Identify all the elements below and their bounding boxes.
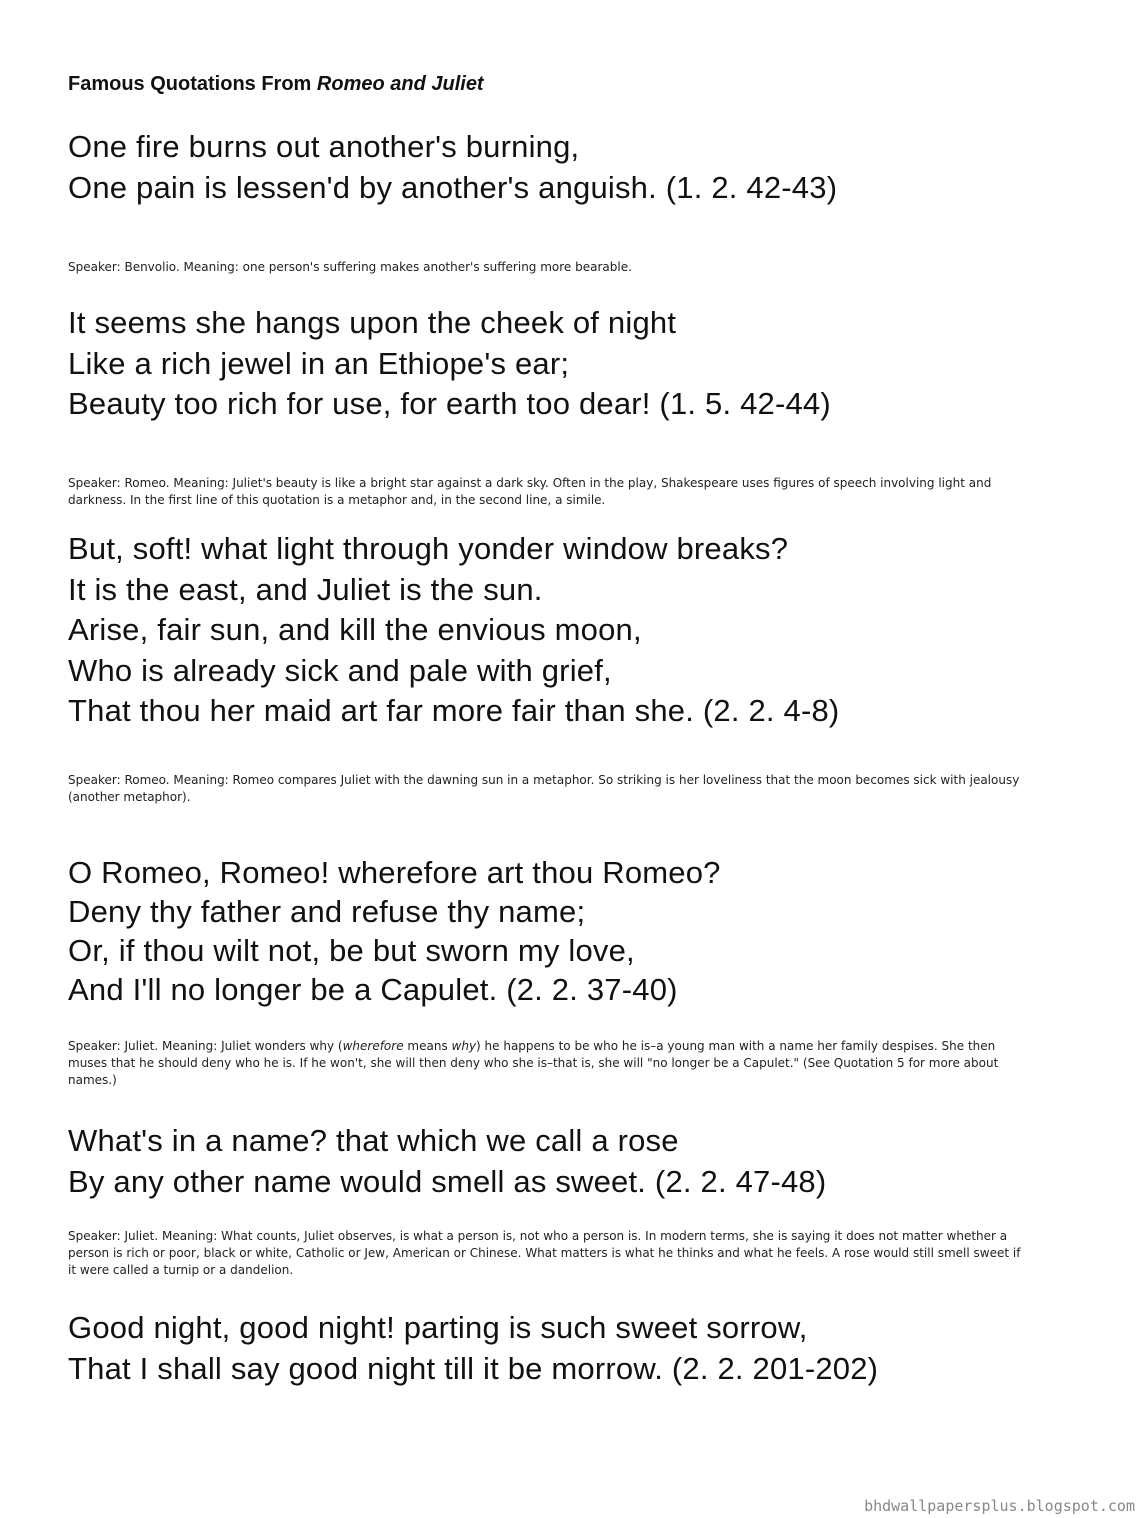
quote-line: One pain is lessen'd by another's anguish. (1. 2. 42-43)	[68, 169, 838, 205]
page-title	[68, 73, 484, 96]
title-prefix: Famous Quotations From	[68, 73, 317, 95]
quotation-note: Speaker: Juliet. Meaning: What counts, Juliet observes, is what a person is, not who a person is. In modern terms, she is saying it does not matter whether a person is rich or poor, black or white, Catholic or Jew, American or Chinese. What matters is what he thinks and what he feels. A rose would still smell sweet if it were called a turnip or a dandelion.	[68, 1228, 1021, 1277]
quote-line: But, soft! what light through yonder window breaks?	[68, 531, 789, 566]
watermark: bhdwallpapersplus.blogspot.com	[864, 1497, 1135, 1515]
quote-line: That I shall say good night till it be morrow. (2. 2. 201-202)	[68, 1350, 879, 1386]
note-italic: wherefore	[342, 1038, 404, 1053]
quote-line: Who is already sick and pale with grief,	[68, 652, 612, 688]
quote-line: That thou her maid art far more fair than she. (2. 2. 4-8)	[68, 693, 840, 728]
quote-line: And I'll no longer be a Capulet. (2. 2. 37-40)	[68, 972, 678, 1007]
quotation-5	[68, 1121, 826, 1202]
quote-line: By any other name would smell as sweet. (2. 2. 47-48)	[68, 1163, 827, 1199]
quote-line: Arise, fair sun, and kill the envious moon,	[68, 612, 642, 647]
note-text: means	[403, 1038, 452, 1053]
quote-line: One fire burns out another's burning,	[68, 129, 580, 164]
quotation-note: Speaker: Benvolio. Meaning: one person's suffering makes another's suffering more bearable.	[68, 259, 632, 274]
quotation-2	[68, 303, 831, 425]
quote-line: Or, if thou wilt not, be but sworn my love,	[68, 933, 635, 968]
quote-line: What's in a name? that which we call a rose	[68, 1123, 679, 1158]
quotation-note: Speaker: Romeo. Meaning: Romeo compares Juliet with the dawning sun in a metaphor. So striking is her loveliness that the moon becomes sick with jealousy (another metaphor).	[68, 772, 1020, 804]
quotation-1	[68, 127, 837, 208]
quotation-4	[68, 853, 721, 1009]
quotation-3	[68, 529, 839, 732]
quotation-6	[68, 1308, 878, 1389]
quotation-note: Speaker: Romeo. Meaning: Juliet's beauty is like a bright star against a dark sky. Often in the play, Shakespeare uses figures of speech involving light and darkness. In the first line of this quotation is a metaphor and, in the second line, a simile.	[68, 475, 992, 507]
quote-line: It seems she hangs upon the cheek of night	[68, 305, 677, 340]
quotation-note	[68, 1037, 1028, 1088]
quote-line: Beauty too rich for use, for earth too dear! (1. 5. 42-44)	[68, 386, 831, 421]
note-text: ) he happens to be who he is–a young man with a name her family despises. She then muses that he should deny who he is. If he won't, she will then deny who she is–that is, she will "no longer be a Capulet." (See Quotation 5 for more about names.)	[68, 1038, 999, 1087]
note-text: Speaker: Juliet. Meaning: Juliet wonders why (	[68, 1038, 343, 1053]
title-work: Romeo and Juliet	[316, 73, 484, 95]
note-italic: why	[451, 1038, 477, 1053]
quote-line: Deny thy father and refuse thy name;	[68, 894, 586, 929]
quote-line: Like a rich jewel in an Ethiope's ear;	[68, 345, 570, 381]
quote-line: Good night, good night! parting is such sweet sorrow,	[68, 1310, 808, 1345]
quote-line: It is the east, and Juliet is the sun.	[68, 571, 543, 607]
quote-line: O Romeo, Romeo! wherefore art thou Romeo?	[68, 855, 721, 890]
